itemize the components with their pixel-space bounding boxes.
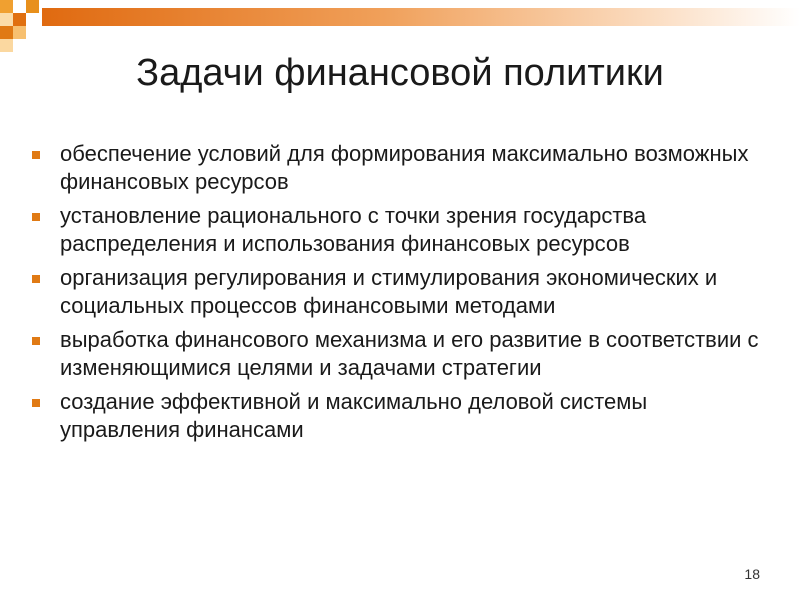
bullet-item — [30, 202, 770, 258]
bullet-text: обеспечение условий для формирования максимально возможных финансовых ресурсов — [60, 141, 749, 194]
decor-square — [0, 26, 13, 39]
square-bullet-icon — [32, 399, 40, 407]
decor-square — [13, 13, 26, 26]
bullet-item — [30, 388, 770, 444]
bullet-text: установление рационального с точки зрения государства распределения и использования финансовых ресурсов — [60, 203, 647, 256]
square-bullet-icon — [32, 213, 40, 221]
bullet-text: выработка финансового механизма и его развитие в соответствии с изменяющимися целями и задачами стратегии — [60, 327, 759, 380]
decor-square — [0, 0, 13, 13]
decor-square — [0, 13, 13, 26]
bullet-text: создание эффективной и максимально деловой системы управления финансами — [60, 389, 648, 442]
decor-square — [26, 0, 39, 13]
decor-gradient-bar — [42, 8, 800, 26]
decor-square — [13, 26, 26, 39]
bullet-list — [30, 140, 770, 450]
decor-square — [26, 26, 39, 39]
page-number: 18 — [744, 566, 760, 582]
square-bullet-icon — [32, 151, 40, 159]
slide-title: Задачи финансовой политики — [136, 52, 664, 94]
bullet-item — [30, 326, 770, 382]
decor-square — [13, 0, 26, 13]
square-bullet-icon — [32, 337, 40, 345]
decor-square — [26, 13, 39, 26]
square-bullet-icon — [32, 275, 40, 283]
bullet-text: организация регулирования и стимулирования экономических и социальных процессов финансовыми методами — [60, 265, 718, 318]
bullet-item — [30, 140, 770, 196]
bullet-item — [30, 264, 770, 320]
